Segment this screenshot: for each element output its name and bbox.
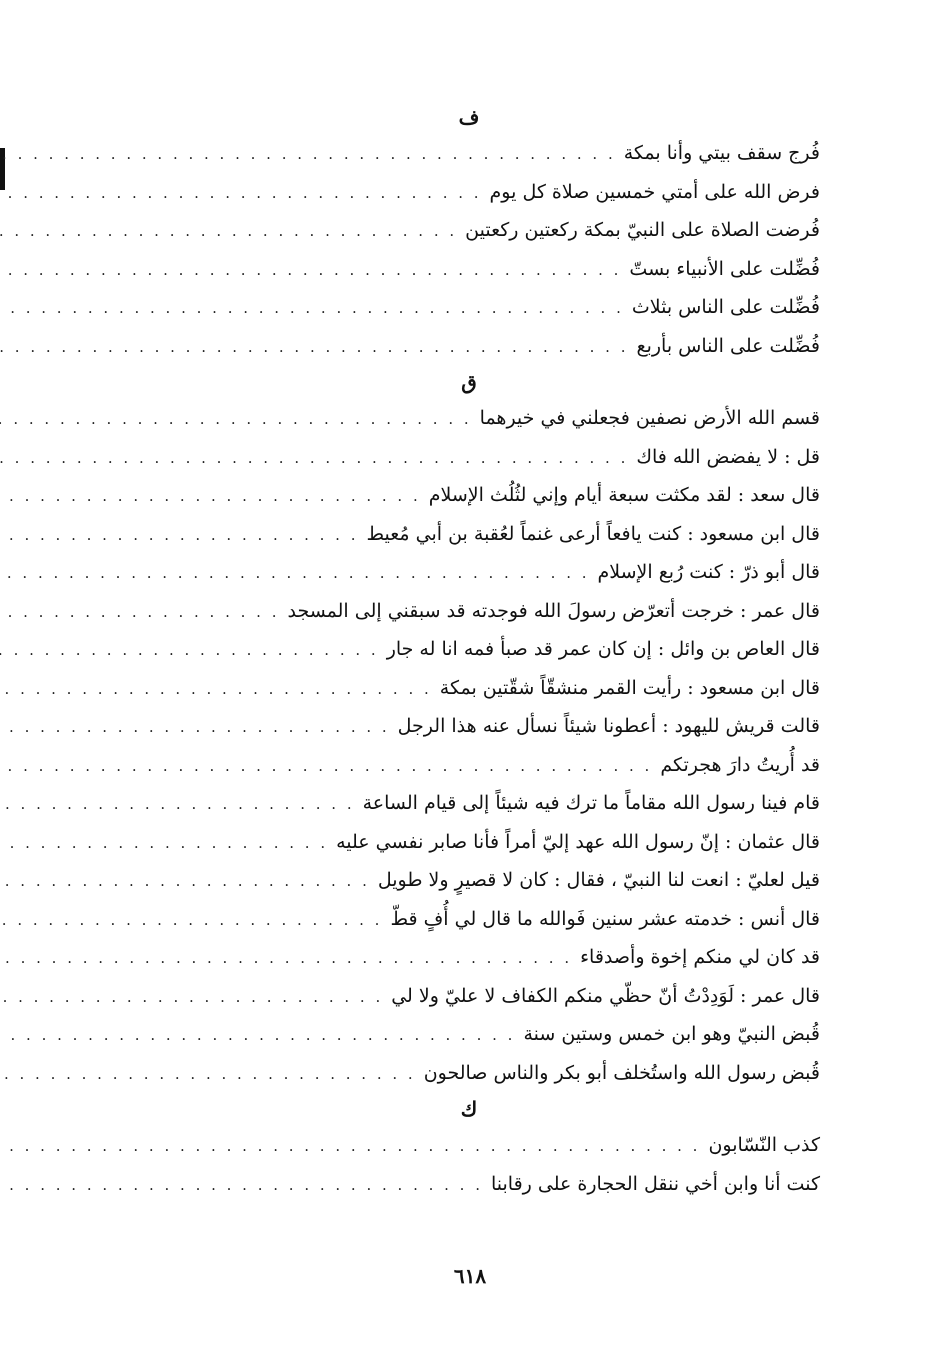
index-entry [118, 592, 820, 631]
dot-leader [0, 747, 652, 786]
entry-text: قُبض النبيّ وهو ابن خمس وستين سنة [523, 1023, 820, 1045]
entry-text: قال عمر : لَوَدِدْتُ أنّ حظّي منكم الكفاف لا عليّ ولا لي [391, 984, 820, 1007]
dot-leader [0, 400, 472, 439]
dot-leader [0, 328, 628, 367]
index-entry [118, 399, 820, 438]
entry-text: قال سعد : لقد مكثت سبعة أيام وإني لثُلُث الإسلام [428, 484, 820, 506]
index-entry [118, 630, 820, 669]
dot-leader [0, 212, 457, 251]
dot-leader [0, 939, 572, 978]
dot-leader [0, 631, 379, 670]
index-entry [118, 250, 820, 289]
index-entry [118, 977, 820, 1016]
entry-text: فُرج سقف بيتي وأنا بمكة [623, 142, 820, 164]
entry-text: قال ابن مسعود : رأيت القمر منشقّاً شقّتين بمكة [439, 676, 820, 699]
entry-text: قال عمر : خرجت أتعرّض رسولَ الله فوجدته قد سبقني إلى المسجد [287, 599, 820, 622]
index-entry [118, 134, 820, 173]
entry-text: فُضِّلت على الناس بأربع [636, 334, 820, 357]
dot-leader [0, 1127, 700, 1166]
index-entry [118, 784, 820, 823]
dot-leader [0, 477, 421, 516]
index-entry [118, 211, 820, 250]
index-entry [118, 1015, 820, 1054]
index-entry [118, 515, 820, 554]
entry-text: كنت أنا وابن أخي ننقل الحجارة على رقابنا [491, 1172, 820, 1195]
index-entry [118, 1054, 820, 1093]
page-folio-number: ٦١٨ [453, 1264, 487, 1288]
entry-text: قال عثمان : إنّ رسول الله عهد إليّ أمراً فأنا صابر نفسي عليه [336, 830, 820, 853]
entry-text: فُضِّلت على الأنبياء بستّ [629, 257, 820, 280]
entry-text: فُضِّلت على الناس بثلاث [631, 296, 820, 318]
index-entry [118, 288, 820, 327]
index-entry [118, 823, 820, 862]
entry-text: قد كان لي منكم إخوة وأصدقاء [580, 946, 820, 968]
section-letter: ف [458, 105, 480, 129]
index-entry [118, 1126, 820, 1165]
dot-leader [0, 862, 370, 901]
dot-leader [0, 824, 328, 863]
index-entry [118, 438, 820, 477]
entry-text: قُبض رسول الله واستُخلف أبو بكر والناس صالحون [423, 1061, 820, 1084]
dot-leader [0, 135, 616, 174]
index-entry [118, 476, 820, 515]
dot-leader [0, 289, 624, 328]
dot-leader [0, 251, 621, 290]
entry-text: قسم الله الأرض نصفين فجعلني في خيرهما [479, 407, 820, 429]
dot-leader [0, 174, 482, 213]
dot-leader [0, 1016, 515, 1055]
dot-leader [0, 516, 359, 555]
dot-leader [0, 708, 390, 747]
dot-leader [0, 978, 383, 1017]
entry-text: قالت قريش لليهود : أعطونا شيئاً نسأل عنه هذا الرجل [397, 715, 820, 737]
entry-text: فرض الله على أمتي خمسين صلاة كل يوم [489, 180, 820, 203]
index-entry [118, 327, 820, 366]
entry-text: قام فينا رسول الله مقاماً ما ترك فيه شيئاً إلى قيام الساعة [362, 792, 820, 814]
entry-text: فُرضت الصلاة على النبيّ بمكة ركعتين ركعتين [465, 219, 820, 241]
entry-text: قال ابن مسعود : كنت يافعاً أرعى غنماً لعُقبة بن أبي مُعيط [366, 522, 820, 545]
index-entry [118, 707, 820, 746]
entry-text: قال أبو ذرّ : كنت رُبع الإسلام [597, 561, 820, 583]
index-entry [118, 900, 820, 939]
section-letter: ك [460, 1097, 478, 1121]
entry-text: كذب النّسّابون [708, 1134, 820, 1156]
dot-leader [0, 670, 432, 709]
index-entry [118, 861, 820, 900]
index-entry [118, 669, 820, 708]
entry-text: قال أنس : خدمته عشر سنين فَوالله ما قال لي أُفٍ قطّ [390, 907, 820, 930]
index-entry [118, 173, 820, 212]
index-entry [118, 938, 820, 977]
entry-text: قال العاص بن وائل : إن كان عمر قد صبأ فمه انا له جار [386, 638, 820, 660]
dot-leader [0, 1166, 483, 1205]
index-page [118, 100, 820, 1203]
dot-leader [0, 785, 355, 824]
dot-leader [0, 1055, 416, 1094]
entry-text: قد أُريتُ دارَ هجرتكم [660, 753, 820, 776]
section-letter: ق [461, 370, 477, 394]
dot-leader [0, 439, 628, 478]
entry-text: قيل لعليّ : انعت لنا النبيّ ، فقال : كان لا قصيرٍ ولا طويل [377, 869, 820, 891]
dot-leader [0, 593, 279, 632]
index-entry [118, 746, 820, 785]
index-entry [118, 1165, 820, 1204]
index-entry [118, 553, 820, 592]
dot-leader [0, 901, 382, 940]
dot-leader [0, 554, 590, 593]
entry-text: قل : لا يفضض الله فاك [636, 445, 820, 468]
